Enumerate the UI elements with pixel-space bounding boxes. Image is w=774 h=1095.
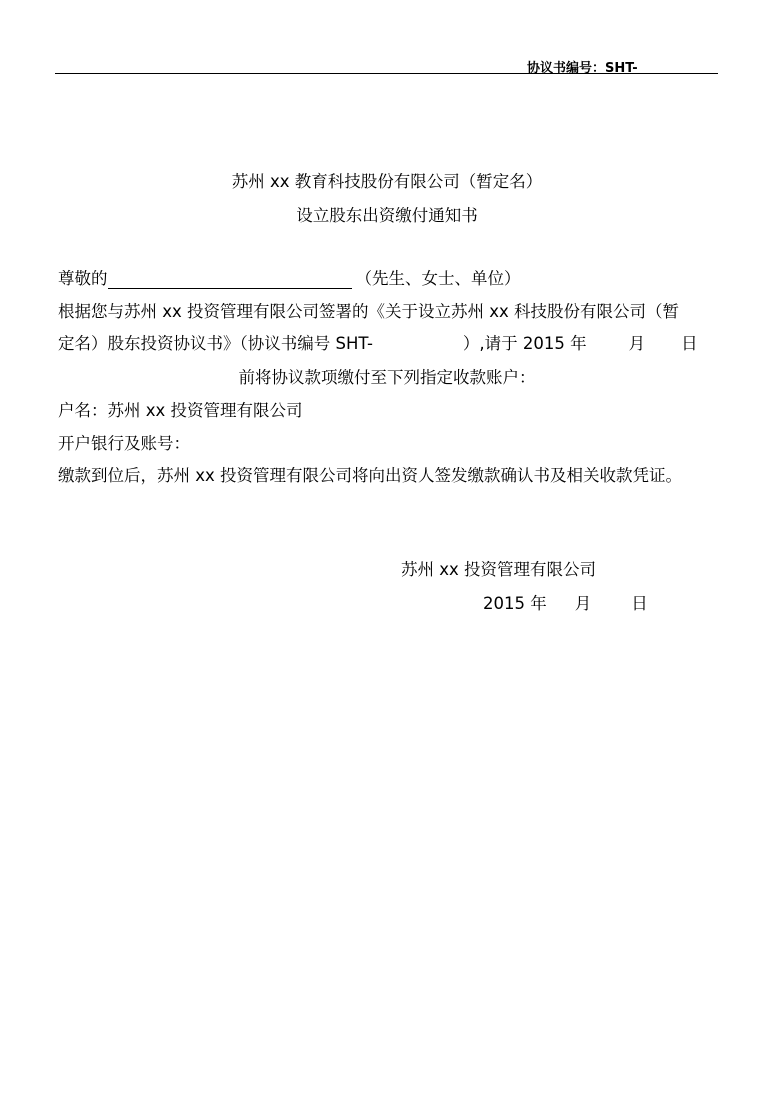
paragraph-line-2 [58, 330, 698, 354]
account-name-line: 户名：苏州 xx 投资管理有限公司 [58, 401, 303, 420]
paragraph-line-1: 根据您与苏州 xx 投资管理有限公司签署的《关于设立苏州 xx 科技股份有限公司（暂 [58, 302, 680, 321]
closing-note-line: 缴款到位后，苏州 xx 投资管理有限公司将向出资人签发缴款确认书及相关收款凭证。 [58, 466, 683, 485]
document-title-company: 苏州 xx 教育科技股份有限公司（暂定名） [231, 172, 543, 191]
paragraph-line-2-day: 日 [681, 334, 698, 353]
salutation-suffix: （先生、女士、单位） [355, 269, 521, 288]
header-divider [55, 73, 718, 74]
bank-account-line: 开户银行及账号： [58, 434, 190, 453]
paragraph-line-2-part-b: ）,请于 2015 年 [462, 334, 587, 353]
paragraph-line-2-month: 月 [628, 334, 646, 353]
salutation-line [58, 265, 521, 289]
paragraph-line-2-part-a: 定名）股东投资协议书》（协议书编号 SHT- [58, 334, 373, 353]
signature-company: 苏州 xx 投资管理有限公司 [401, 560, 597, 579]
paragraph-line-3: 前将协议款项缴付至下列指定收款账户： [238, 368, 536, 387]
signature-date-month: 月 [574, 594, 592, 613]
signature-date-year: 2015 年 [483, 594, 547, 613]
document-title-notice: 设立股东出资缴付通知书 [296, 206, 478, 225]
agreement-number-header: 协议书编号：SHT- [527, 61, 638, 76]
recipient-name-blank [108, 269, 352, 289]
salutation-prefix: 尊敬的 [58, 269, 108, 288]
signature-date-day: 日 [631, 594, 648, 613]
signature-date [483, 590, 648, 614]
